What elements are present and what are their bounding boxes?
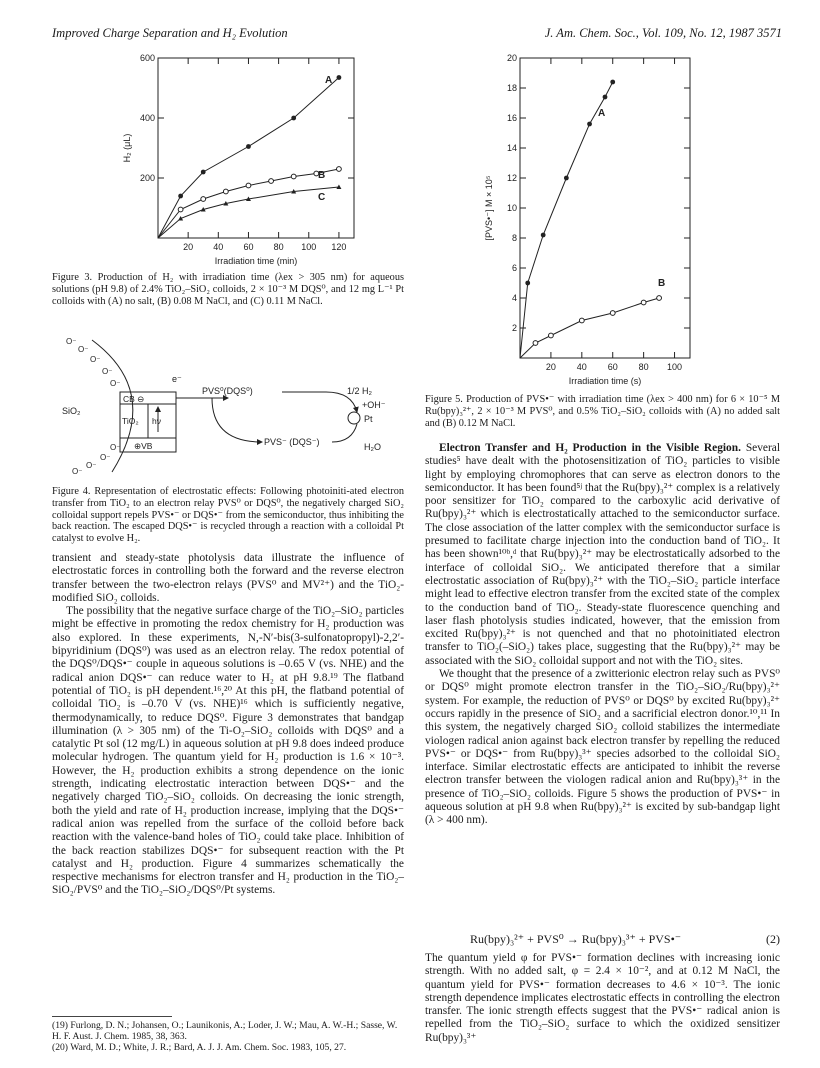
figure-5-caption: Figure 5. Production of PVS•⁻ with irradiation time (λex > 400 nm) for 6 × 10⁻⁵ M Ru(bpy)₃²⁺, 2 × 10⁻³ M PVS⁰, and 0.5% TiO₂–SiO₂ colloids with (A) no added salt and (B) 0.12 M NaCl.: [425, 394, 780, 429]
relay-reduced-label: PVS⁻ (DQS⁻): [264, 437, 320, 447]
equation-number: (2): [766, 932, 780, 946]
paragraph: The possibility that the negative surface charge of the TiO₂–SiO₂ particles might be effective in promoting the redox chemistry for H₂ production was also explored. In these experiments, N,-N′-bis(3-sulfonatopropyl)-2,2′-bipyridinium (DQS⁰) was used as an electron relay. The redox potential of the DQS⁰/DQS•⁻ couple in aqueous solutions is –0.65 V (vs. NHE) and the radical anion DQS•⁻ can reduce water to H₂ at pH 9.8.¹⁹ The flatband potential of TiO₂ is pH dependent.¹⁶,²⁰ At this pH, the flatband potential of colloidal TiO₂ is –0.70 V (vs. NHE)¹⁶ which is sufficiently negative, thermodynamically, to reduce DQS⁰. Figure 3 demonstrates that bandgap illumination (λ > 305 nm) of the Ti-O₂–SiO₂ colloids with DQS⁰ and a catalytic Pt sol (12 mg/L) in aqueous solution at pH 9.8 does indeed produce molecular hydrogen. The quantum yield for H₂ production is 1.6 × 10⁻³. However, the H₂ production exhibits a strong dependence on the ionic strength, indicating electrostatic interaction between DQS•⁻ and the negatively charged TiO₂–SiO₂ colloids. On decreasing the ionic strength, both the yield and rate of H₂ production increase, implying that the DQS•⁻ radical anion was repelled from the surface of the colloid before back reaction with the valence-band holes of TiO₂ could take place. Inhibition of the back reaction stabilizes DQS•⁻ for subsequent reaction with the Pt catalyst and H₂ production. Figure 4 summarizes schematically the respective mechanisms for electron transfer and H₂ production in the TiO₂–SiO₂/PVS⁰ and the TiO₂–SiO₂/DQS⁰/Pt systems.: [52, 605, 404, 897]
data-point: [541, 233, 546, 238]
y-tick-label: 600: [139, 53, 155, 63]
data-point: [603, 95, 608, 100]
paragraph: transient and steady-state photolysis data illustrate the influence of electrostatic forces in controlling both the forward and the reverse electron transfer between the two-electron relays (PVS⁰ and MV²⁺) and the TiO₂-modified SiO₂ colloids.: [52, 552, 404, 604]
paragraph: We thought that the presence of a zwitterionic electron relay such as PVS⁰ or DQS⁰ might promote electron transfer in the TiO₂–SiO₂/Ru(bpy)₃²⁺ system. For example, the reduction of PVS⁰ or DQS⁰ by excited Ru(bpy)₃²⁺ occurs rapidly in the presence of SiO₂ and a sacrificial electron donor.¹⁰,¹¹ In this system, the negatively charged SiO₂ colloid stabilizes the intermediate viologen radical anion against back electron transfer by repelling the reduced PVS•⁻ or DQS•⁻ from Ru(bpy)₃³⁺ species adsorbed to the colloidal SiO₂ interface. Similar electrostatic effects are anticipated to inhibit the reverse electron transfer between the viologen radical anion and Ru(bpy)₃³⁺ in the presence of TiO₂–SiO₂ colloids. Figure 5 shows the production of PVS•⁻ in aqueous solution at pH 9.8 when Ru(bpy)₃²⁺ is excited by sub-bandgap light (λ > 400 nm).: [425, 668, 780, 827]
pt-catalyst: [348, 412, 360, 424]
data-point: [201, 197, 206, 202]
series-line-a: [158, 78, 339, 239]
x-tick-label: 100: [301, 242, 317, 252]
data-point: [246, 144, 251, 149]
figure-4-schematic: [52, 332, 404, 480]
plot-frame: [520, 58, 690, 358]
svg-text:O⁻: O⁻: [102, 367, 113, 376]
sio2-label: SiO₂: [62, 406, 81, 416]
figure-4-caption: Figure 4. Representation of electrostatic effects: Following photoiniti-ated electron transfer from TiO₂ to an electron relay PVS⁰ or DQS⁰, the negatively charged SiO₂ colloidal support repels PVS•⁻ or DQS•⁻ from the semiconductor, thus inhibiting the back reaction. The escaped DQS•⁻ is recycled through a reaction with a colloidal Pt catalyst to evolve H₂.: [52, 486, 404, 545]
running-header-journal: J. Am. Chem. Soc., Vol. 109, No. 12, 1987 3571: [544, 26, 782, 40]
figure-3-chart: [100, 50, 370, 270]
x-tick-label: 40: [213, 242, 224, 252]
data-point: [657, 296, 662, 301]
data-point: [337, 75, 342, 80]
x-tick-label: 80: [273, 242, 284, 252]
relay-oxidized-label: PVS⁰(DQS⁰): [202, 386, 253, 396]
data-point: [641, 300, 646, 305]
right-column-body: [425, 442, 780, 828]
data-point: [533, 341, 538, 346]
references: [52, 1020, 404, 1053]
svg-text:O⁻: O⁻: [100, 453, 111, 462]
data-point: [246, 183, 251, 188]
fig3-series-label-b: B: [318, 170, 326, 181]
x-axis-label: Irradiation time (min): [214, 256, 298, 266]
data-point: [610, 311, 615, 316]
svg-text:O⁻: O⁻: [78, 345, 89, 354]
y-tick-label: 6: [511, 263, 517, 273]
data-point: [178, 194, 183, 199]
electron-label: e⁻: [172, 374, 182, 384]
svg-text:O⁻: O⁻: [66, 337, 77, 346]
y-tick-label: 16: [506, 113, 517, 123]
y-tick-label: 18: [506, 83, 517, 93]
data-point: [610, 80, 615, 85]
svg-text:O⁻: O⁻: [90, 355, 101, 364]
series-line-c: [158, 187, 339, 238]
data-point: [201, 170, 206, 175]
x-tick-label: 20: [183, 242, 194, 252]
y-tick-label: 2: [511, 323, 517, 333]
footnote-rule: [52, 1016, 172, 1017]
data-point: [178, 207, 183, 212]
x-axis-label: Irradiation time (s): [568, 376, 642, 386]
data-point: [525, 281, 530, 286]
y-tick-label: 400: [139, 113, 155, 123]
svg-text:O⁻: O⁻: [110, 379, 121, 388]
pt-label: Pt: [364, 414, 373, 424]
hydrogen-product-label: 1/2 H₂: [347, 386, 373, 396]
paragraph: The quantum yield φ for PVS•⁻ formation declines with increasing ionic strength. With no added salt, φ = 2.4 × 10⁻², and at 0.12 M NaCl, the quantum yield for PVS•⁻ formation decreases to 4.6 × 10⁻³. The ionic strength dependence implicates electrostatic effects in controlling the electron transfer. The ionic strength effects suggest that the PVS•⁻ radical anion is repelled from the TiO₂–SiO₂ surface to which the oxidized sensitizer Ru(bpy)₃³⁺: [425, 952, 780, 1044]
figure-3-caption: Figure 3. Production of H₂ with irradiation time (λex > 305 nm) for aqueous solutions (pH 9.8) of 2.4% TiO₂–SiO₂ colloids, 2 × 10⁻³ M DQS⁰, and 12 mg L⁻¹ Pt colloids with (A) no salt, (B) 0.08 M NaCl, and (C) 0.11 M NaCl.: [52, 272, 404, 307]
paragraph: Electron Transfer and H₂ Production in the Visible Region. Several studies⁵ have dealt with the photosensitization of TiO₂ particles to visible light by employing chromophores that can serve as electron donors to the semiconductor. It has been found⁵ʲ that the Ru(bpy)₃²⁺ complex is a relatively poor sensitizer for TiO₂ compared to the carboxylic acid derivative of Ru(bpy)₃²⁺ which is electrostatically attached to the semiconductor surface. The close association of the latter complex with the semiconductor surface is presumed to facilitate charge injection into the conduction band of TiO₂. It has been shown¹⁰ᵇ,ᵈ that Ru(bpy)₃²⁺ may be electrostatically adsorbed to the interface of colloidal SiO₂. We anticipated therefore that a similar electrostatic association of Ru(bpy)₃²⁺ with the TiO₂–SiO₂ particle interface might lead to effective electron transfer from the excited state of the complex to the conduction band of TiO₂. Steady-state fluorescence quenching and laser flash photolysis studies indicated, however, that the emission from excited Ru(bpy)₃²⁺ is not quenched and that no photoinitiated electron transfer to TiO₂(–SiO₂) takes place, suggesting that the Ru(bpy)₃²⁺ may be associated with the SiO₂ colloidal support and not with the TiO₂ sites.: [425, 442, 780, 667]
section-heading: Electron Transfer and H₂ Production in the Visible Region.: [439, 442, 741, 454]
x-tick-label: 60: [607, 362, 618, 372]
equation-body: Ru(bpy)₃²⁺ + PVS⁰ → Ru(bpy)₃³⁺ + PVS•⁻: [470, 932, 682, 946]
y-axis-label: [PVS•⁻] M × 10⁵: [484, 175, 494, 241]
data-point: [291, 174, 296, 179]
data-point: [549, 333, 554, 338]
y-tick-label: 12: [506, 173, 517, 183]
water-label: H₂O: [364, 442, 381, 452]
y-tick-label: 10: [506, 203, 517, 213]
left-column-body: [52, 552, 404, 898]
data-point: [564, 176, 569, 181]
y-tick-label: 14: [506, 143, 517, 153]
x-tick-label: 40: [576, 362, 587, 372]
tio2-label: TiO₂: [122, 416, 139, 426]
x-tick-label: 120: [331, 242, 347, 252]
x-tick-label: 60: [243, 242, 254, 252]
fig3-series-label-c: C: [318, 192, 326, 203]
x-tick-label: 20: [545, 362, 556, 372]
conduction-band-label: CB ⊖: [123, 394, 145, 404]
data-point: [337, 167, 342, 172]
y-tick-label: 4: [511, 293, 517, 303]
hydroxide-product-label: +OH⁻: [362, 400, 386, 410]
fig5-series-label-b: B: [658, 278, 666, 289]
equation-2: [470, 932, 780, 947]
data-point: [269, 179, 274, 184]
reference-19: (19) Furlong, D. N.; Johansen, O.; Launikonis, A.; Loder, J. W.; Mau, A. W.-H.; Sasse, W. H. F. Aust. J. Chem. 1985, 38, 363.: [52, 1020, 398, 1042]
series-line-b: [158, 169, 339, 238]
running-header-title: Improved Charge Separation and H₂ Evolution: [52, 26, 288, 40]
svg-text:O⁻: O⁻: [110, 443, 121, 452]
x-tick-label: 80: [638, 362, 649, 372]
y-axis-label: H₂ (μL): [122, 133, 132, 163]
x-tick-label: 100: [667, 362, 683, 372]
data-point: [587, 122, 592, 127]
valence-band-label: ⊕VB: [134, 441, 153, 451]
data-point: [579, 318, 584, 323]
right-column-body-continued: [425, 952, 780, 1045]
y-tick-label: 8: [511, 233, 517, 243]
series-line-b: [520, 298, 659, 358]
y-tick-label: 20: [506, 53, 517, 63]
svg-text:O⁻: O⁻: [72, 467, 83, 476]
fig5-series-label-a: A: [598, 108, 606, 119]
data-point: [291, 116, 296, 121]
y-tick-label: 200: [139, 173, 155, 183]
fig3-series-label-a: A: [325, 75, 333, 86]
data-point: [223, 189, 228, 194]
reference-20: (20) Ward, M. D.; White, J. R.; Bard, A. J. J. Am. Chem. Soc. 1983, 105, 27.: [52, 1042, 347, 1053]
svg-text:O⁻: O⁻: [86, 461, 97, 470]
photon-label: hν: [152, 416, 161, 426]
figure-5-chart: [480, 50, 705, 390]
